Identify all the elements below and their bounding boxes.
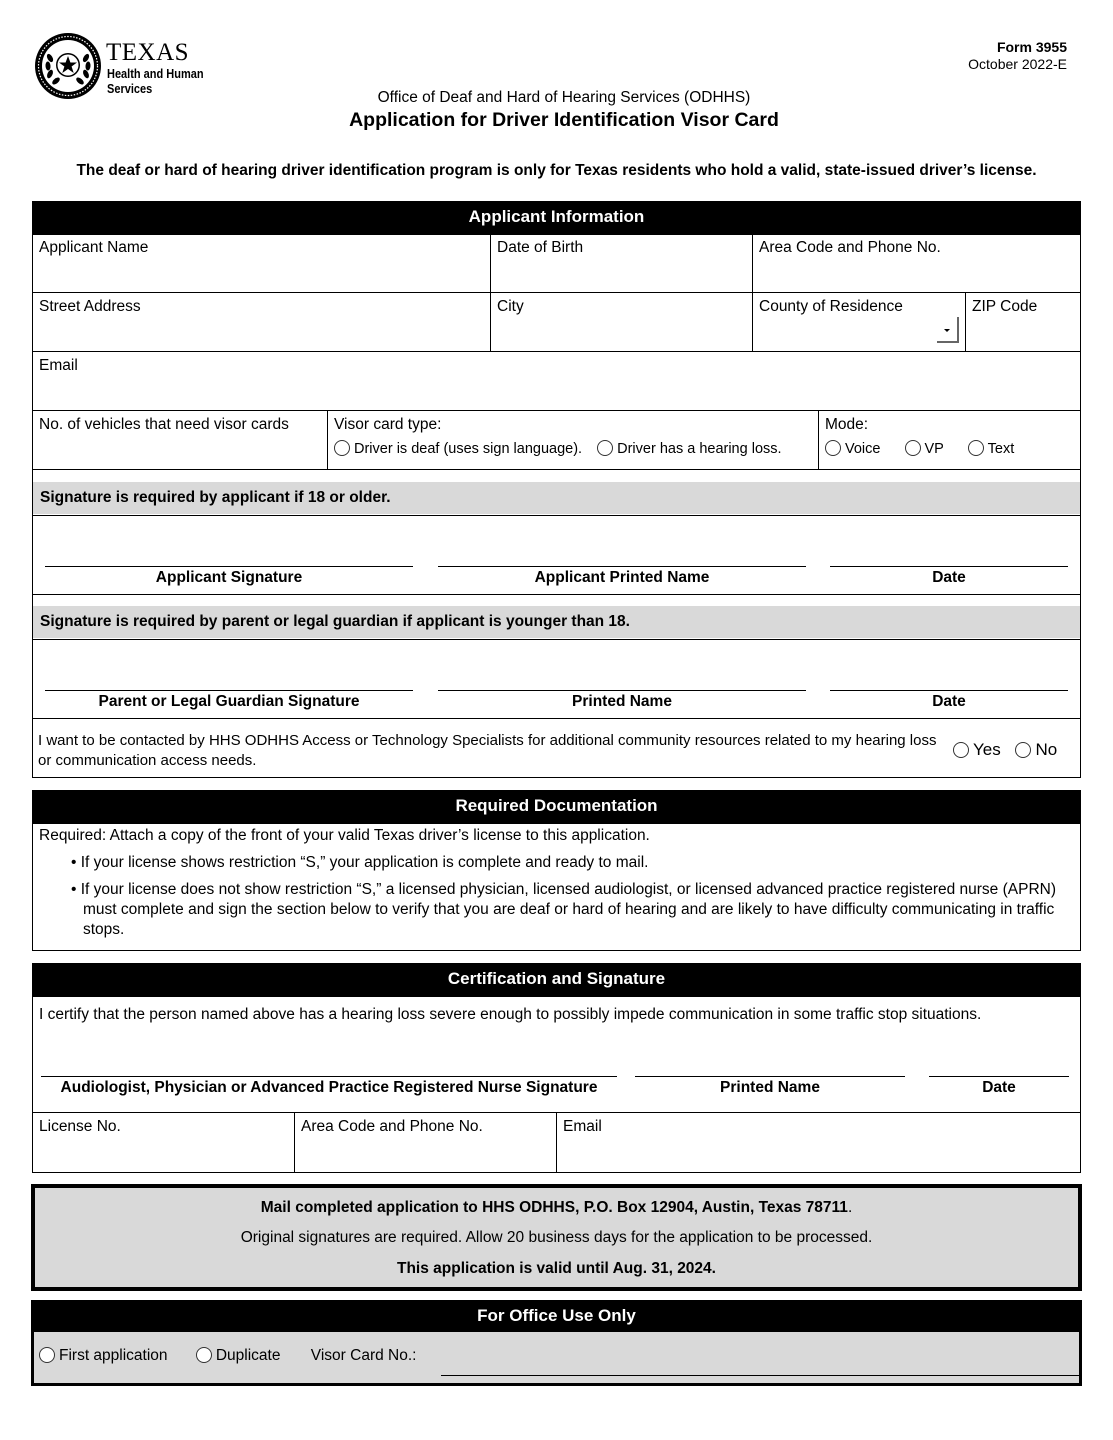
mode-group: Mode: Voice VP Text bbox=[819, 411, 1080, 470]
processing-note: Original signatures are required. Allow 20 business days for the application to be processed. bbox=[240, 1229, 873, 1246]
dob-field[interactable]: Date of Birth bbox=[491, 234, 753, 293]
contact-yes-radio[interactable]: Yes bbox=[953, 740, 1001, 759]
radio-circle-icon[interactable] bbox=[953, 742, 969, 758]
street-address-field[interactable]: Street Address bbox=[33, 293, 491, 352]
certification-header: Certification and Signature bbox=[32, 963, 1081, 997]
applicant-signature-line[interactable]: Applicant Signature bbox=[45, 566, 413, 587]
mode-vp-radio[interactable]: VP bbox=[905, 441, 944, 457]
validity-note: This application is valid until Aug. 31, 2024. bbox=[397, 1260, 716, 1277]
vehicles-count-field[interactable]: No. of vehicles that need visor cards bbox=[33, 411, 328, 470]
applicant-signature-block bbox=[32, 515, 1081, 595]
logo-hhs: Health and Human Services bbox=[107, 67, 204, 96]
mail-address: Mail completed application to HHS ODHHS, P.O. Box 12904, Austin, Texas 78711 bbox=[260, 1199, 848, 1216]
practitioner-phone-field[interactable]: Area Code and Phone No. bbox=[295, 1113, 557, 1172]
mode-voice-radio[interactable]: Voice bbox=[825, 441, 880, 457]
applicant-name-field[interactable]: Applicant Name bbox=[33, 234, 491, 293]
doc-bullet: • If your license shows restriction “S,” your application is complete and ready to mail. bbox=[71, 854, 649, 871]
form-number: Form 3955 bbox=[996, 39, 1067, 55]
certification-body bbox=[32, 996, 1081, 1173]
office-use-body bbox=[31, 1332, 1082, 1386]
applicant-info-table bbox=[32, 234, 1081, 470]
office-name: Office of Deaf and Hard of Hearing Services (ODHHS) bbox=[377, 89, 751, 106]
radio-circle-icon[interactable] bbox=[597, 440, 613, 456]
form-date: October 2022-E bbox=[968, 56, 1067, 72]
guardian-printed-name-line[interactable]: Printed Name bbox=[438, 690, 806, 711]
guardian-signature-line[interactable]: Parent or Legal Guardian Signature bbox=[45, 690, 413, 711]
required-documentation-header: Required Documentation bbox=[32, 790, 1081, 824]
applicant-printed-name-line[interactable]: Applicant Printed Name bbox=[438, 566, 806, 587]
phone-field[interactable]: Area Code and Phone No. bbox=[753, 234, 1080, 293]
radio-circle-icon[interactable] bbox=[334, 440, 350, 456]
contact-no-radio[interactable]: No bbox=[1015, 740, 1057, 759]
page-title: Application for Driver Identification Visor Card bbox=[349, 109, 779, 131]
mail-instructions-box: Mail completed application to HHS ODHHS, P.O. Box 12904, Austin, Texas 78711. Original signatures are required. Allow 20 business days for the application to be processed. This application is valid until Aug. 31, 2024. bbox=[31, 1184, 1082, 1291]
radio-circle-icon[interactable] bbox=[196, 1347, 212, 1363]
duplicate-radio[interactable]: Duplicate bbox=[196, 1347, 281, 1364]
practitioner-email-field[interactable]: Email bbox=[563, 1118, 602, 1135]
visor-type-hearing-loss-radio[interactable]: Driver has a hearing loss. bbox=[597, 441, 781, 457]
practitioner-signature-line[interactable]: Audiologist, Physician or Advanced Practice Registered Nurse Signature bbox=[41, 1076, 617, 1097]
contact-consent-row bbox=[32, 718, 1081, 778]
zip-code-field[interactable]: ZIP Code bbox=[966, 293, 1080, 352]
eligibility-notice: The deaf or hard of hearing driver identification program is only for Texas residents who hold a valid, state-issued driver’s license. bbox=[76, 162, 1037, 179]
guardian-date-line[interactable]: Date bbox=[830, 690, 1068, 711]
applicant-signature-bar: Signature is required by applicant if 18 or older. bbox=[33, 482, 1080, 514]
office-use-header: For Office Use Only bbox=[31, 1300, 1082, 1333]
guardian-signature-block bbox=[32, 639, 1081, 719]
practitioner-printed-name-line[interactable]: Printed Name bbox=[635, 1076, 905, 1097]
title-block bbox=[0, 89, 1113, 133]
logo-texas: TEXAS bbox=[106, 39, 190, 66]
county-dropdown[interactable]: County of Residence bbox=[753, 293, 966, 352]
visor-card-number-line[interactable] bbox=[441, 1375, 1079, 1376]
email-field[interactable]: Email bbox=[33, 352, 1080, 411]
radio-circle-icon[interactable] bbox=[1015, 742, 1031, 758]
radio-circle-icon[interactable] bbox=[968, 440, 984, 456]
mode-text-radio[interactable]: Text bbox=[968, 441, 1015, 457]
certification-statement: I certify that the person named above has a hearing loss severe enough to possibly impede communication in some traffic stop situations. bbox=[39, 1006, 982, 1023]
form-number-block bbox=[968, 39, 1067, 73]
applicant-info-header: Applicant Information bbox=[32, 201, 1081, 235]
first-application-radio[interactable]: First application bbox=[39, 1347, 168, 1364]
radio-circle-icon[interactable] bbox=[39, 1347, 55, 1363]
radio-circle-icon[interactable] bbox=[905, 440, 921, 456]
visor-type-deaf-radio[interactable]: Driver is deaf (uses sign language). bbox=[334, 441, 582, 457]
applicant-date-line[interactable]: Date bbox=[830, 566, 1068, 587]
city-field[interactable]: City bbox=[491, 293, 753, 352]
required-documentation-body: Required: Attach a copy of the front of your valid Texas driver’s license to this application. • If your license shows restriction “S,” your application is complete and ready to mail. • If your license does not show restriction “S,” a licensed physician, licensed audiologist, or licensed advanced practice registered nurse (APRN) must complete and sign the section below to verify that you are deaf or hard of hearing and are likely to have difficulty communicating in traffic stops. bbox=[32, 823, 1081, 951]
license-number-field[interactable]: License No. bbox=[33, 1113, 295, 1172]
guardian-signature-bar: Signature is required by parent or legal guardian if applicant is younger than 18. bbox=[33, 606, 1080, 638]
radio-circle-icon[interactable] bbox=[825, 440, 841, 456]
doc-bullet: • If your license does not show restriction “S,” a licensed physician, licensed audiologist, or licensed advanced practice registered nurse (APRN) must complete and sign the section below to verify that you are deaf or hard of hearing and are likely to have difficulty communicating in traffic stops. bbox=[71, 881, 1056, 938]
visor-card-number-label: Visor Card No.: bbox=[310, 1347, 417, 1364]
chevron-down-icon[interactable] bbox=[937, 317, 959, 343]
practitioner-date-line[interactable]: Date bbox=[929, 1076, 1069, 1097]
visor-type-group: Visor card type: Driver is deaf (uses sign language). Driver has a hearing loss. bbox=[328, 411, 819, 470]
contact-consent-text: I want to be contacted by HHS ODHHS Access or Technology Specialists for additional community resources related to my hearing loss or communication access needs. bbox=[38, 732, 937, 769]
